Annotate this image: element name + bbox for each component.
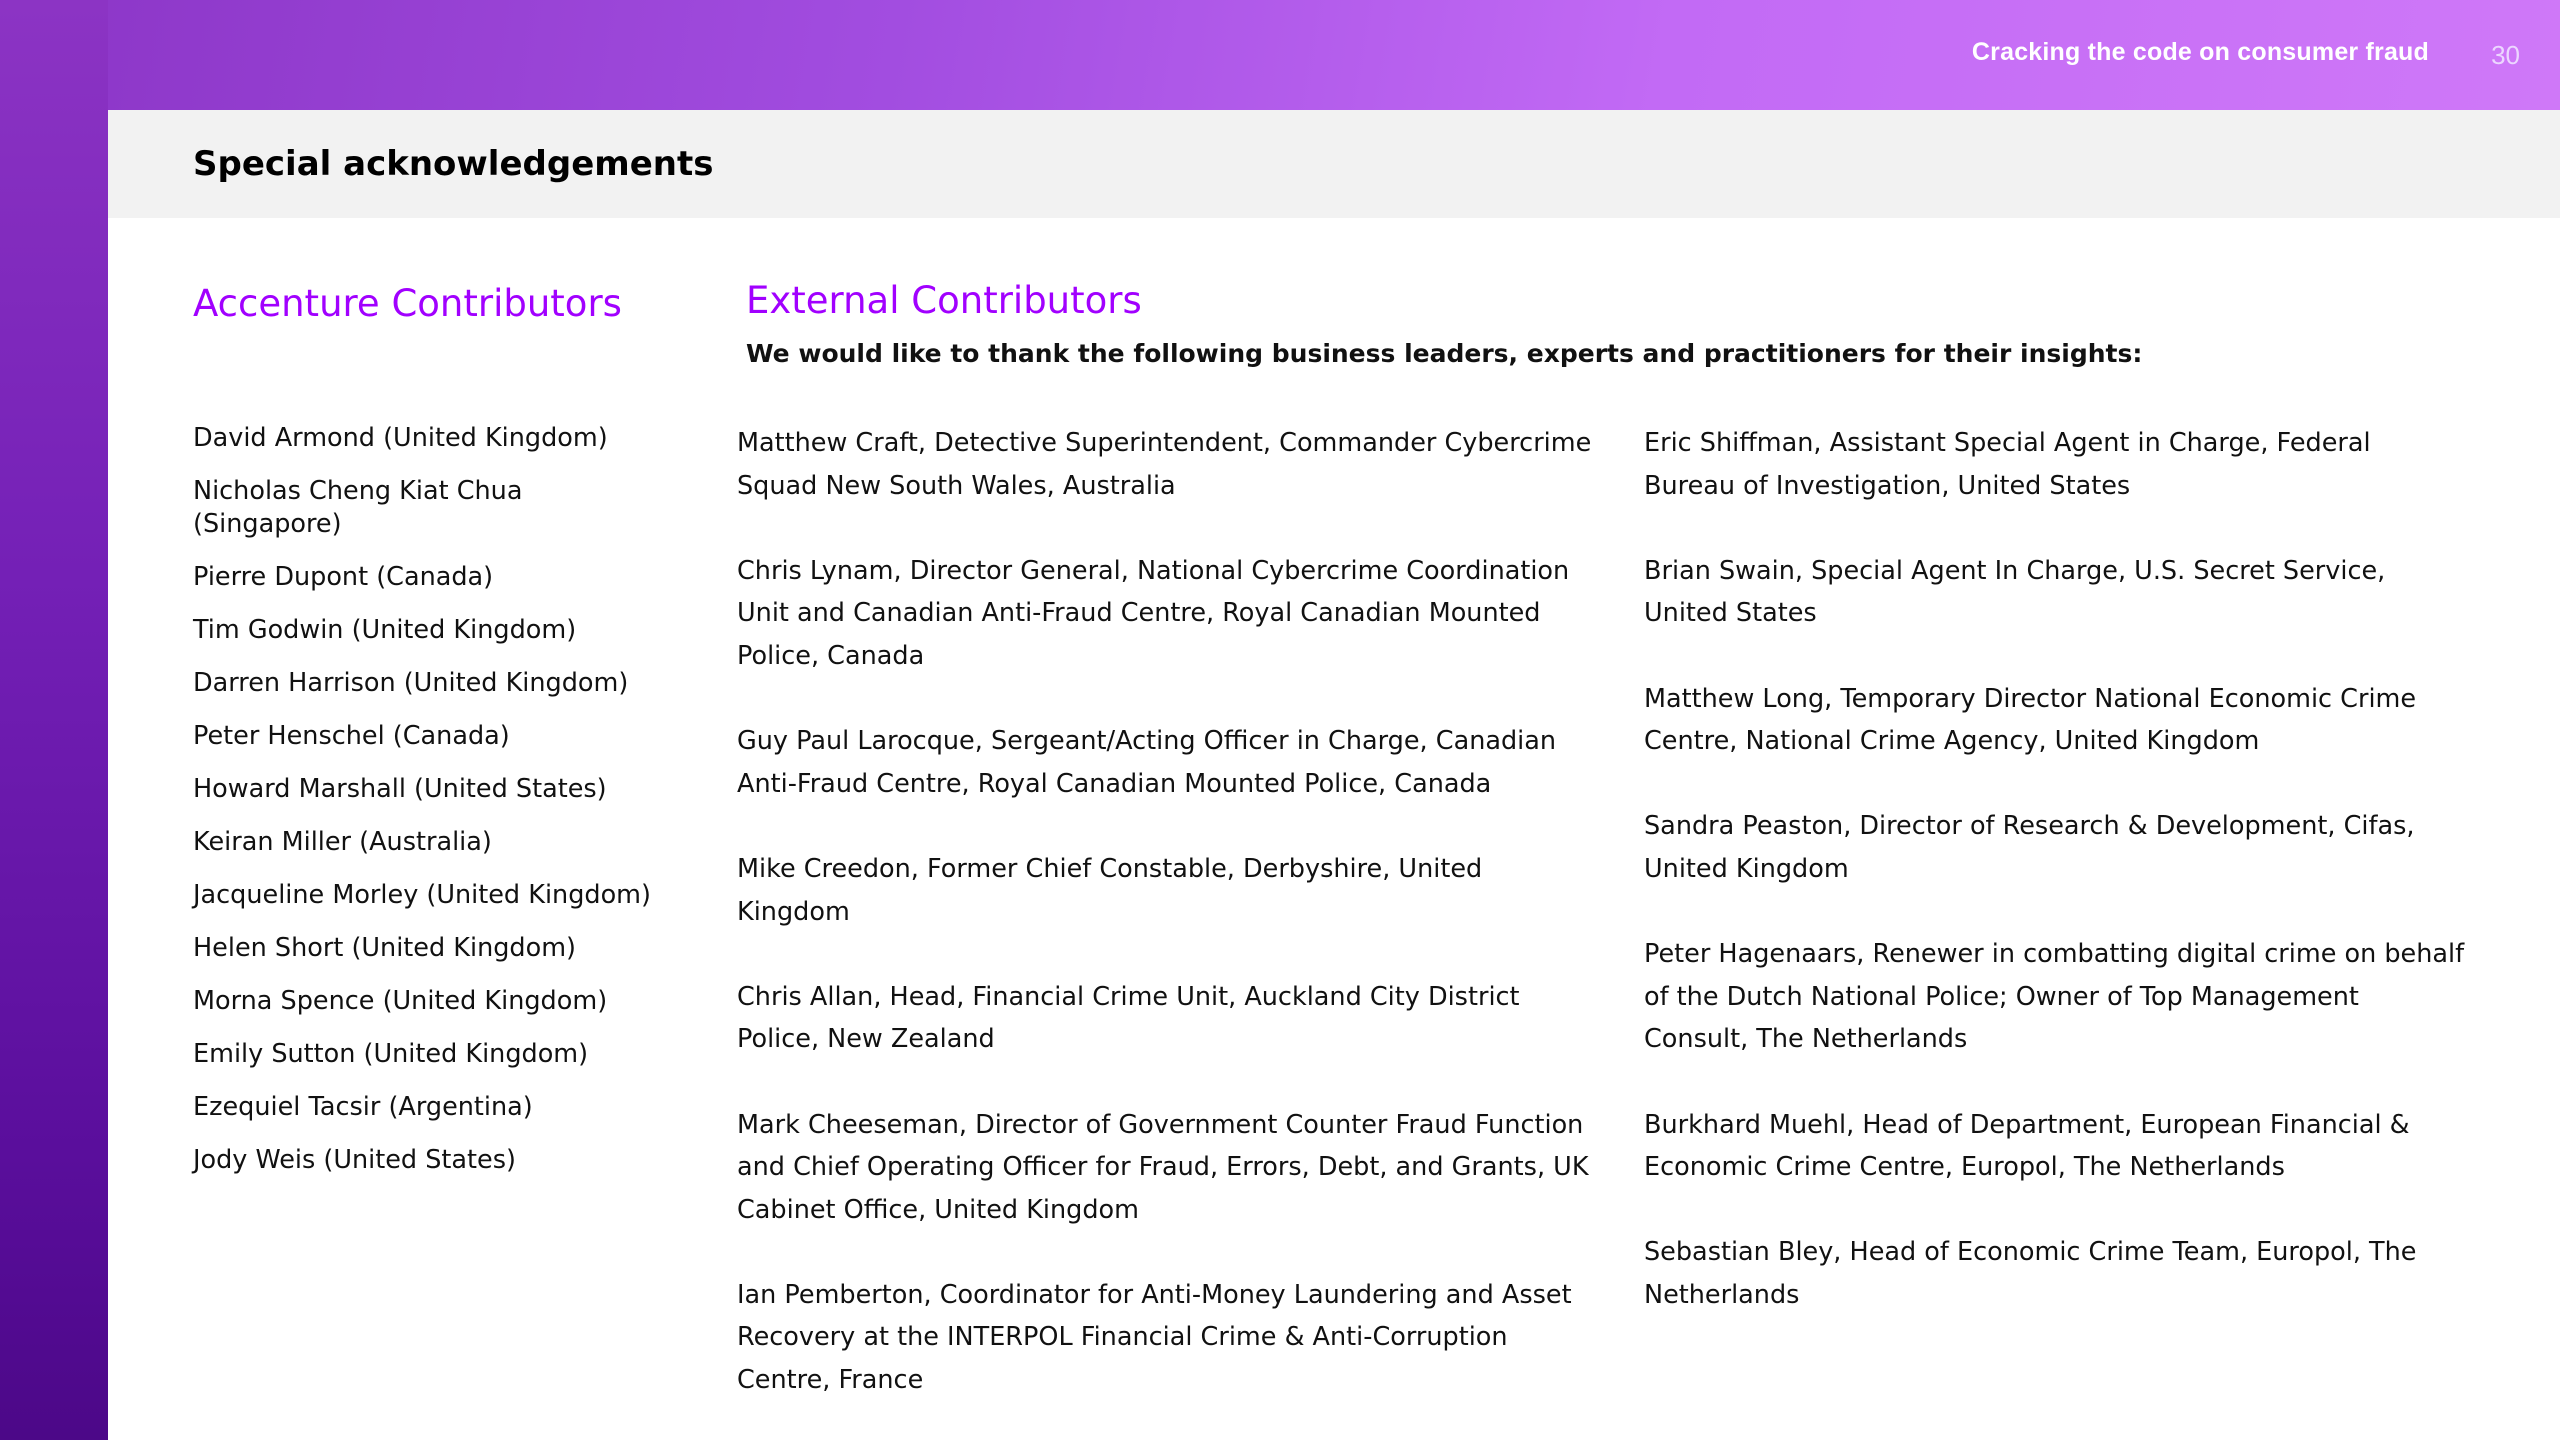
external-contributor: Ian Pemberton, Coordinator for Anti-Money Laundering and Asset Recovery at the INTERPOL Financial Crime & Anti-Corruption Centre, France (737, 1279, 1572, 1396)
contributor-name: Howard Marshall (United States) (193, 774, 607, 804)
external-contributors-heading: External Contributors (746, 279, 1142, 322)
contributor-name: Ezequiel Tacsir (Argentina) (193, 1092, 533, 1122)
contributor-name: Peter Henschel (Canada) (193, 721, 510, 751)
contributor-name: Emily Sutton (United Kingdom) (193, 1039, 589, 1069)
contributor-name: Jacqueline Morley (United Kingdom) (193, 880, 651, 910)
external-contributor: Mark Cheeseman, Director of Government Counter Fraud Function and Chief Operating Officer for Fraud, Errors, Debt, and Grants, UK Cabinet Office, United Kingdom (737, 1109, 1589, 1225)
external-contributors-column-right (1644, 422, 2469, 1359)
contributor-name: Tim Godwin (United Kingdom) (193, 615, 577, 645)
content-panel (108, 110, 2560, 1440)
external-contributor: Chris Allan, Head, Financial Crime Unit, Auckland City District Police, New Zealand (737, 981, 1520, 1055)
report-title: Cracking the code on consumer fraud (1971, 38, 2429, 66)
contributor-name: Morna Spence (United Kingdom) (193, 986, 608, 1016)
page-title: Special acknowledgements (193, 144, 714, 184)
external-contributors-intro: We would like to thank the following business leaders, experts and practitioners for their insights: (746, 339, 2143, 368)
external-contributor: Peter Hagenaars, Renewer in combatting digital crime on behalf of the Dutch National Police; Owner of Top Management Consult, The Netherlands (1644, 939, 2465, 1055)
side-gradient-band (0, 0, 108, 1440)
external-contributor: Sebastian Bley, Head of Economic Crime Team, Europol, The Netherlands (1644, 1237, 2417, 1310)
section-title-bar (108, 110, 2560, 218)
accenture-contributors-list (193, 422, 673, 1197)
contributor-name: Jody Weis (United States) (193, 1145, 516, 1175)
external-contributor: Matthew Craft, Detective Superintendent, Commander Cybercrime Squad New South Wales, Australia (737, 428, 1592, 501)
contributor-name: Helen Short (United Kingdom) (193, 933, 577, 963)
contributor-name: Darren Harrison (United Kingdom) (193, 668, 629, 698)
external-contributor: Sandra Peaston, Director of Research & Development, Cifas, United Kingdom (1644, 811, 2415, 884)
external-contributor: Burkhard Muehl, Head of Department, European Financial & Economic Crime Centre, Europol, The Netherlands (1644, 1109, 2410, 1183)
contributor-name: Nicholas Cheng Kiat Chua (Singapore) (193, 476, 523, 539)
external-contributor: Eric Shiffman, Assistant Special Agent in Charge, Federal Bureau of Investigation, United States (1644, 428, 2371, 501)
external-contributor: Matthew Long, Temporary Director National Economic Crime Centre, National Crime Agency, United Kingdom (1644, 683, 2417, 757)
accenture-contributors-heading: Accenture Contributors (193, 282, 622, 325)
contributor-name: David Armond (United Kingdom) (193, 423, 608, 453)
external-contributor: Guy Paul Larocque, Sergeant/Acting Officer in Charge, Canadian Anti-Fraud Centre, Royal Canadian Mounted Police, Canada (737, 726, 1557, 799)
external-contributor: Chris Lynam, Director General, National Cybercrime Coordination Unit and Canadian Anti-Fraud Centre, Royal Canadian Mounted Police, Canada (737, 555, 1570, 671)
page-number: 30 (2491, 40, 2520, 70)
contributor-name: Pierre Dupont (Canada) (193, 562, 494, 592)
contributor-name: Keiran Miller (Australia) (193, 827, 492, 857)
external-contributors-column-left (737, 422, 1597, 1440)
external-contributor: Brian Swain, Special Agent In Charge, U.S. Secret Service, United States (1644, 555, 2386, 629)
external-contributor: Mike Creedon, Former Chief Constable, Derbyshire, United Kingdom (737, 853, 1483, 927)
